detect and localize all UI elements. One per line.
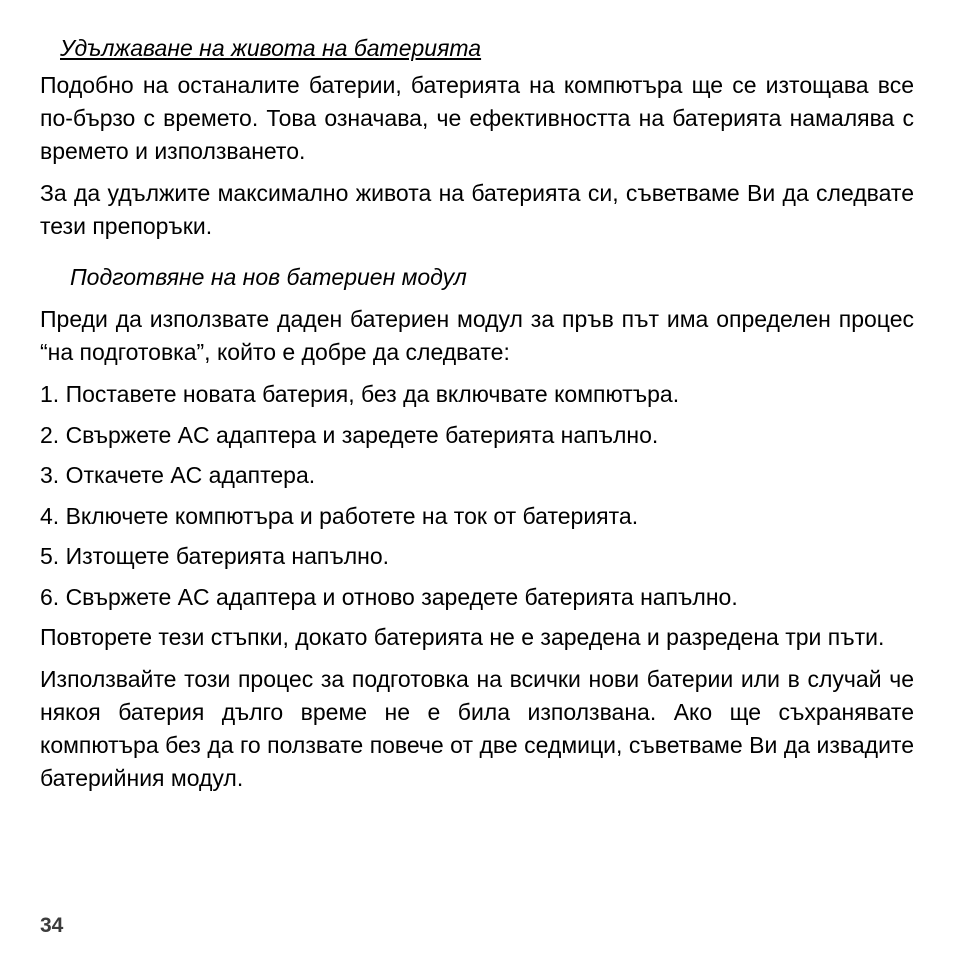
paragraph: Подобно на останалите батерии, батерията на компютъра ще се изтощава все по-бързо с времето. Това означава, че ефективността на батерията намалява с времето и използването. [40, 72, 914, 164]
section-heading: Удължаване на живота на батерията [60, 35, 482, 61]
paragraph: Преди да използвате даден батериен модул за пръв път има определен процес “на подготовка”, който е добре да следвате: [40, 306, 914, 365]
subsection-heading: Подготвяне на нов батериен модул [70, 264, 467, 290]
paragraph: Използвайте този процес за подготовка на всички нови батерии или в случай че някоя батерия дълго време не е била използвана. Ако ще съхранявате компютъра без да го ползвате повече от две седмици, съветваме Ви да извадите батерийния модул. [40, 666, 914, 791]
list-item: 3. Откачете AC адаптера. [40, 462, 316, 488]
list-item: 4. Включете компютъра и работете на ток от батерията. [40, 502, 639, 529]
list-item: 6. Свържете AC адаптера и отново заредете батерията напълно. [40, 583, 738, 610]
document-page [40, 30, 914, 804]
paragraph: За да удължите максимално живота на батерията си, съветваме Ви да следвате тези препоръки. [40, 180, 914, 239]
list-item: 2. Свържете AC адаптера и заредете батерията напълно. [40, 421, 659, 448]
list-item: 5. Изтощете батерията напълно. [40, 543, 390, 569]
list-item: 1. Поставете новата батерия, без да включвате компютъра. [40, 381, 680, 407]
page-number: 34 [40, 914, 64, 937]
paragraph: Повторете тези стъпки, докато батерията не е заредена и разредена три пъти. [40, 624, 885, 650]
